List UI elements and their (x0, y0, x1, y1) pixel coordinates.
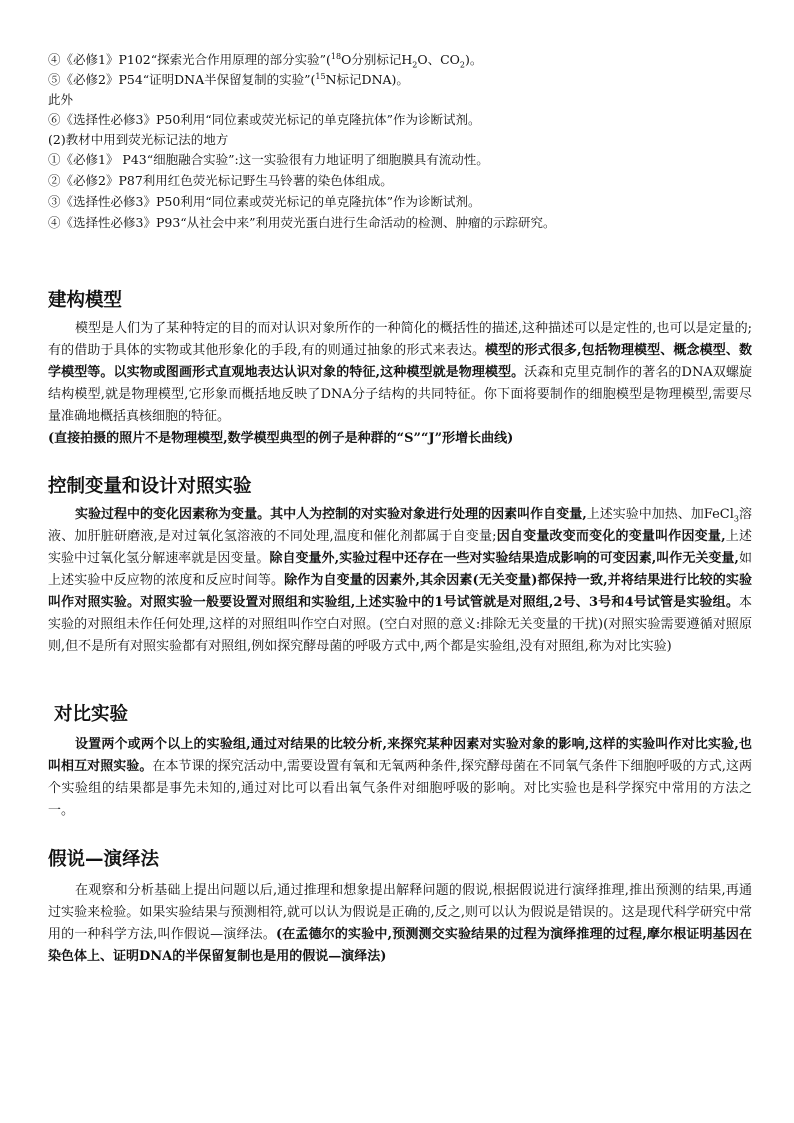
variables-paragraph: 实验过程中的变化因素称为变量。其中人为控制的对实验对象进行处理的因素叫作自变量,上述实验中加热、加FeCl$_3$溶液、加肝脏研磨液,是对过氧化氢溶液的不同处理,温度和催化剂都属于自变量;因自变量改变而变化的变量叫作因变量,上述实验中过氧化氢分解速率就是因变量。除自变量外,实验过程中还存在一些对实验结果造成影响的可变因素,叫作无关变量,如上述实验中反应物的浓度和反应时间等。除作为自变量的因素外,其余因素(无关变量)都保持一致,并将结果进行比较的实验叫作对照实验。对照实验一般要设置对照组和实验组,上述实验中的1号试管就是对照组,2号、3号和4号试管是实验组。本实验的对照组未作任何处理,这样的对照组叫作空白对照。(空白对照的意义:排除无关变量的干扰)(对照实验需要遵循对照原则,但不是所有对照实验都有对照组,例如探究酵母菌的呼吸方式中,两个都是实验组,没有对照组,称为对比实验) (48, 507, 753, 654)
section-heading-model: 建构模型 (48, 290, 123, 311)
contrast-paragraph: 设置两个或两个以上的实验组,通过对结果的比较分析,来探究某种因素对实验对象的影响,这样的实验叫作对比实验,也叫相互对照实验。在本节课的探究活动中,需要设置有氧和无氧两种条件,探究酵母菌在不同氧气条件下细胞呼吸的方式,这两个实验组的结果都是事先未知的,通过对比可以看出氧气条件对细胞呼吸的影响。对比实验也是科学探究中常用的方法之一。 (48, 737, 752, 818)
hypothesis-paragraph: 在观察和分析基础上提出问题以后,通过推理和想象提出解释问题的假说,根据假说进行演绎推理,推出预测的结果,再通过实验来检验。如果实验结果与预测相符,就可以认为假说是正确的,反之,则可以认为假说是错误的。这是现代科学研究中常用的一种科学方法,叫作假说—演绎法。(在孟德尔的实验中,预测测交实验结果的过程为演绎推理的过程,摩尔根证明基因在染色体上、证明DNA的半保留复制也是用的假说—演绎法) (48, 883, 752, 964)
besides-label: 此外 (48, 92, 74, 107)
section-heading-variables: 控制变量和设计对照实验 (48, 476, 252, 497)
section-heading-hypothesis: 假说—演绎法 (48, 849, 160, 870)
isotope-item-4: ④《必修1》P102“探索光合作用原理的部分实验”($^{18}$O分别标记$H_2O$、$CO_2$)。 (48, 51, 483, 70)
fluorescence-item-4: ④《选择性必修3》P93“从社会中来”利用荧光蛋白进行生命活动的检测、肿瘤的示踪研究。 (48, 215, 556, 230)
isotope-item-5: ⑤《必修2》P54“证明DNA半保留复制的实验”($^{15}$N标记DNA)。 (48, 71, 409, 87)
model-paragraph: 模型是人们为了某种特定的目的而对认识对象所作的一种简化的概括性的描述,这种描述可以是定性的,也可以是定量的;有的借助于具体的实物或其他形象化的手段,有的则通过抽象的形式来表达。模型的形式很多,包括物理模型、概念模型、数学模型等。以实物或图画形式直观地表达认识对象的特征,这种模型就是物理模型。沃森和克里克制作的著名的DNA双螺旋结构模型,就是物理模型,它形象而概括地反映了DNA分子结构的共同特征。你下面将要制作的细胞模型是物理模型,需要尽量准确地概括真核细胞的特征。 (直接拍摄的照片不是物理模型,数学模型典型的例子是种群的“S”“J”形增长曲线) (48, 321, 753, 446)
fluorescence-item-2: ②《必修2》P87利用红色荧光标记野生马铃薯的染色体组成。 (48, 173, 393, 188)
fluorescence-item-1: ①《必修1》 P43“细胞融合实验”:这一实验很有力地证明了细胞膜具有流动性。 (48, 152, 489, 167)
isotope-item-6: ⑥《选择性必修3》P50利用“同位素或荧光标记的单克隆抗体”作为诊断试剂。 (48, 112, 481, 127)
fluorescence-subtitle: (2)教材中用到荧光标记法的地方 (48, 132, 229, 147)
fluorescence-item-3: ③《选择性必修3》P50利用“同位素或荧光标记的单克隆抗体”作为诊断试剂。 (48, 194, 481, 209)
section-heading-contrast: 对比实验 (54, 704, 129, 725)
